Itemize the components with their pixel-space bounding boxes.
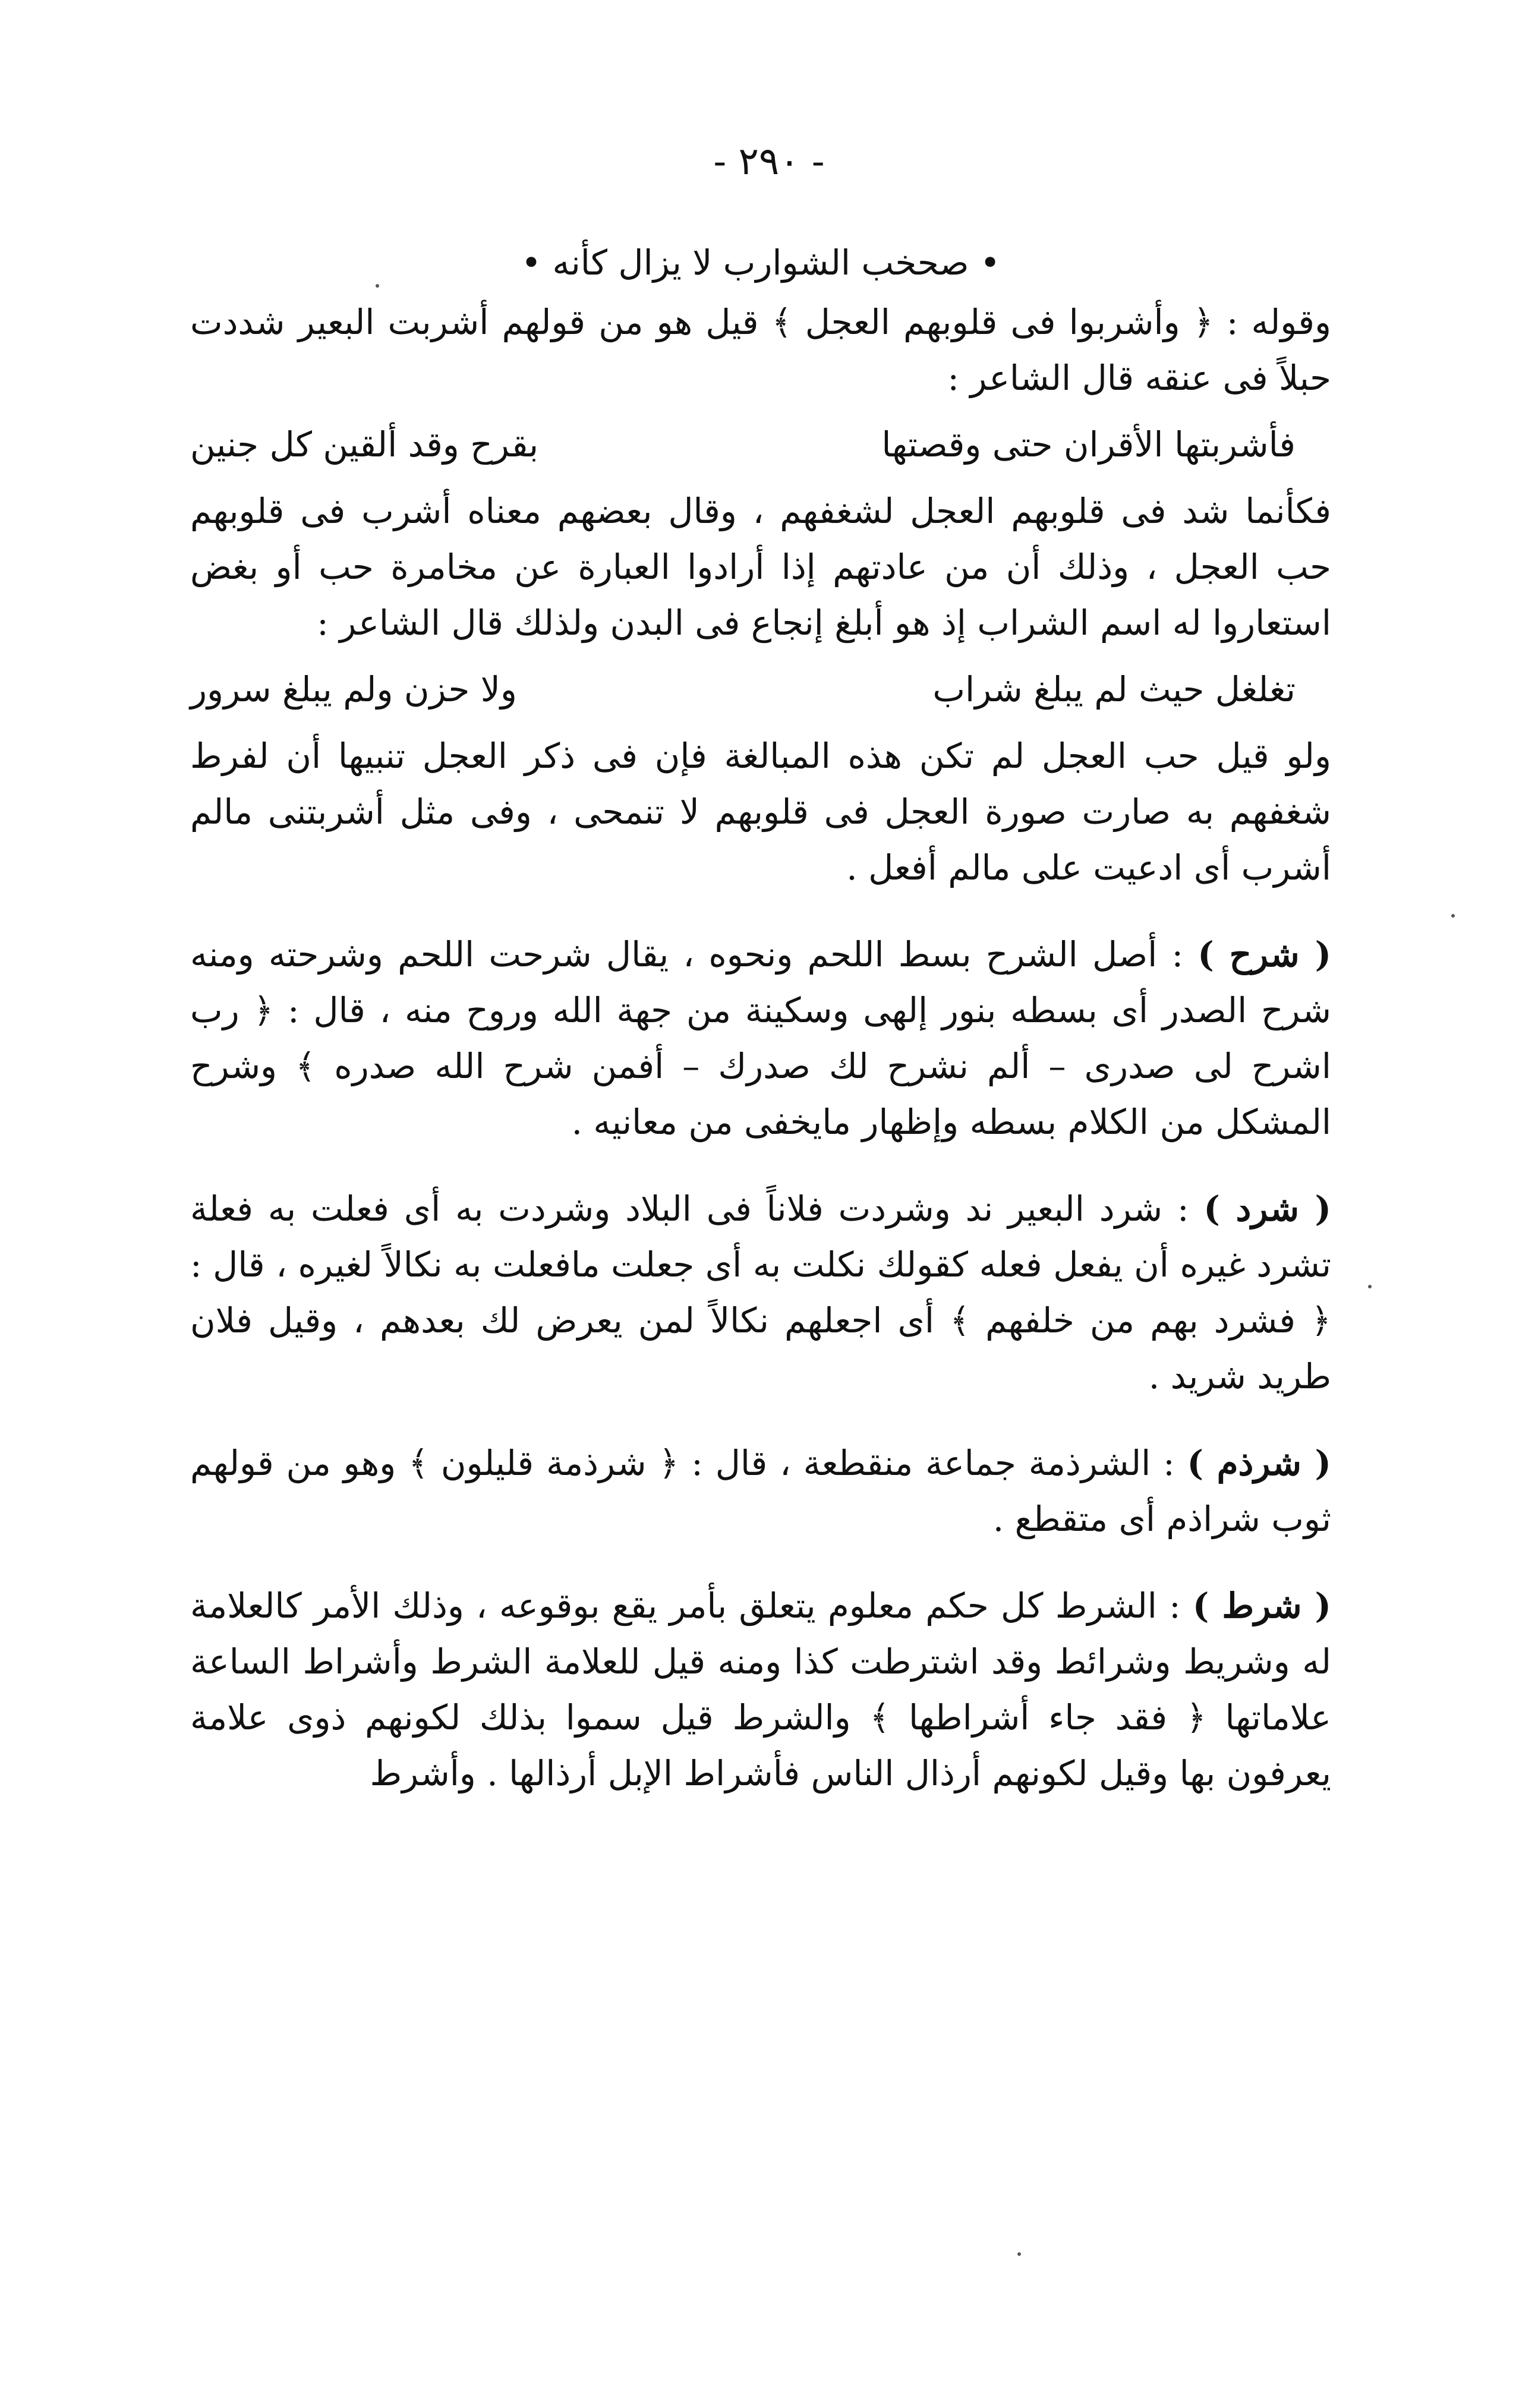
paragraph-after-verse-2: ولو قيل حب العجل لم تكن هذه المبالغة فإن فى ذكر العجل تنبيها أن لفرط شغفهم به صارت صورة العجل فى قلوبهم لا تنمحى ، وفى مثل أشربتنى مالم أشرب أى ادعيت على مالم أفعل . <box>190 736 1331 888</box>
title-line: • صحخب الشوارب لا يزال كأنه • <box>521 242 1001 283</box>
entry-heading: ( شرد ) <box>1203 1189 1331 1229</box>
entry-heading: ( شرذم ) <box>1187 1443 1331 1483</box>
entry-shart <box>190 1578 1331 1801</box>
page-number: - ٢٩٠ - <box>713 140 825 184</box>
verse-1-left-hemistich: بقرح وقد ألقين كل جنين <box>190 424 539 465</box>
verse-1-right-hemistich: فأشربتها الأقران حتى وقصتها <box>881 424 1296 465</box>
entry-text: : الشرط كل حكم معلوم يتعلق بأمر يقع بوقوعه ، وذلك الأمر كالعلامة له وشريط وشرائط وقد اشترطت كذا ومنه قيل للعلامة الشرط وأشراط الساعة علاماتها ﴿ فقد جاء أشراطها ﴾ والشرط قيل سموا بذلك لكونهم ذوى علامة يعرفون بها وقيل لكونهم أرذال الناس فأشراط الإبل أرذالها . وأشرط <box>190 1586 1332 1794</box>
entry-text: : أصل الشرح بسط اللحم ونحوه ، يقال شرحت اللحم وشرحته ومنه شرح الصدر أى بسطه بنور إلهى وسكينة من جهة الله وروح منه ، قال : ﴿ رب اشرح لى صدرى – ألم نشرح لك صدرك – أفمن شرح الله صدره ﴾ وشرح المشكل من الكلام بسطه وإظهار مايخفى من معانيه . <box>190 934 1331 1142</box>
entry-heading: ( شرح ) <box>1197 934 1332 975</box>
verse-2 <box>190 661 1331 717</box>
entry-text: : الشرذمة جماعة منقطعة ، قال : ﴿ شرذمة قليلون ﴾ وهو من قولهم ثوب شراذم أى متقطع . <box>190 1443 1331 1539</box>
entry-shardham <box>190 1435 1331 1547</box>
scan-speck <box>376 284 379 288</box>
entry-text: : شرد البعير ند وشردت فلاناً فى البلاد وشردت به أى فعلت به فعلة تشرد غيره أن يفعل فعله كقولك نكلت به أى جعلت مافعلت به نكالاً لغيره ، قال : ﴿ فشرد بهم من خلفهم ﴾ أى اجعلهم نكالاً لمن يعرض لك بعدهم ، وقيل فلان طريد شريد . <box>190 1189 1331 1397</box>
entry-heading: ( شرط ) <box>1192 1586 1331 1626</box>
scan-speck <box>1451 914 1455 918</box>
scan-speck <box>1368 1285 1372 1288</box>
entry-sharh <box>190 926 1331 1150</box>
paragraph-after-verse-1: فكأنما شد فى قلوبهم العجل لشغفهم ، وقال بعضهم معناه أشرب فى قلوبهم حب العجل ، وذلك أن من عادتهم إذا أرادوا العبارة عن مخامرة حب أو بغض استعاروا له اسم الشراب إذ هو أبلغ إنجاع فى البدن ولذلك قال الشاعر : <box>190 491 1331 643</box>
verse-2-right-hemistich: تغلغل حيث لم يبلغ شراب <box>932 669 1296 710</box>
scan-speck <box>1017 2252 1021 2256</box>
entry-sharad <box>190 1181 1331 1404</box>
intro-paragraph: وقوله : ﴿ وأشربوا فى قلوبهم العجل ﴾ قيل هو من قولهم أشربت البعير شددت حبلاً فى عنقه قال الشاعر : <box>190 302 1331 398</box>
verse-2-left-hemistich: ولا حزن ولم يبلغ سرور <box>190 669 517 710</box>
verse-1 <box>190 417 1331 472</box>
main-text <box>190 235 1331 1801</box>
